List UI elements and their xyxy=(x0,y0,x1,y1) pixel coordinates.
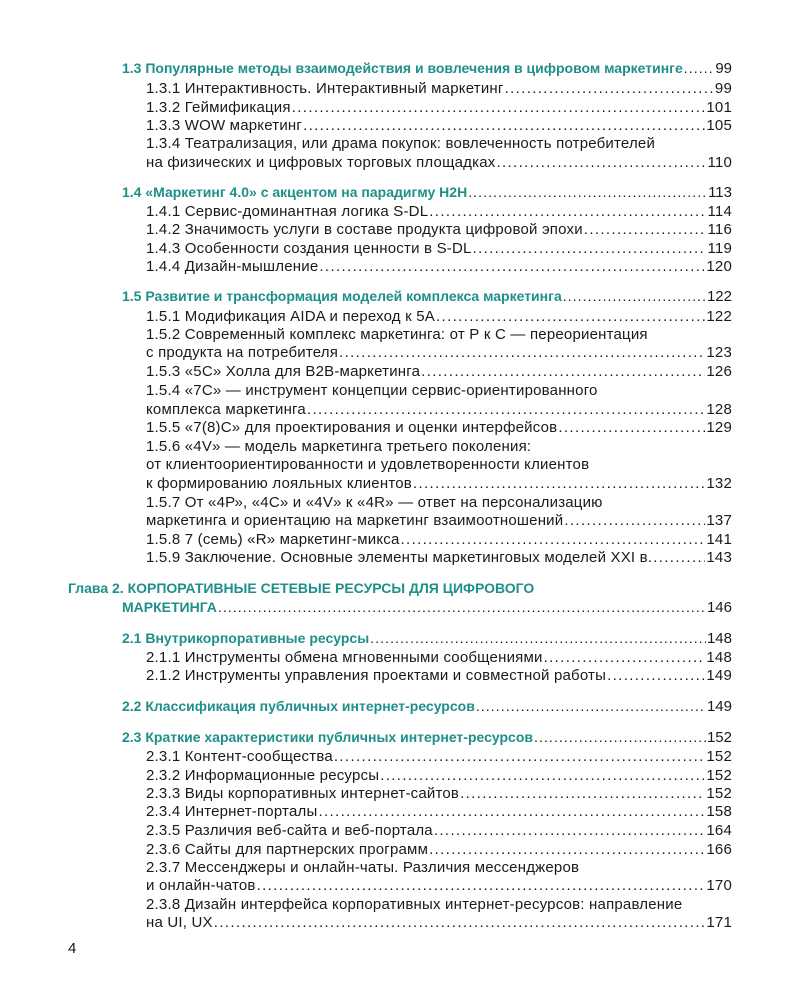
toc-title: с продукта на потребителя xyxy=(146,344,339,361)
toc-section xyxy=(122,60,732,77)
toc-entry xyxy=(146,154,732,171)
toc-entry xyxy=(146,80,732,97)
toc-entry xyxy=(146,822,732,839)
toc-title: 1.5.1 Модификация AIDA и переход к 5А xyxy=(146,308,436,325)
toc-section xyxy=(122,729,732,746)
dot-leader xyxy=(653,549,705,566)
toc-page-number: 129 xyxy=(706,419,732,436)
toc-page-number: 152 xyxy=(706,748,732,765)
dot-leader xyxy=(429,841,705,858)
toc-entry xyxy=(146,203,732,220)
dot-leader xyxy=(303,117,705,134)
toc-page-number: 122 xyxy=(706,288,732,305)
dot-leader xyxy=(684,60,715,76)
dot-leader xyxy=(436,308,705,325)
dot-leader xyxy=(468,184,707,200)
toc-entry xyxy=(146,258,732,275)
toc-page-number: 152 xyxy=(706,785,732,802)
toc-page-number: 143 xyxy=(706,549,732,566)
toc-title: 2.3.2 Информационные ресурсы xyxy=(146,767,380,784)
toc-title: 1.3.4 Театрализация, или драма покупок: вовлеченность потребителей xyxy=(146,135,656,152)
toc-page-number: 141 xyxy=(706,531,732,548)
dot-leader xyxy=(473,240,707,257)
toc-title: комплекса маркетинга xyxy=(146,401,306,418)
toc-title: 2.3.7 Мессенджеры и онлайн-чаты. Различия мессенджеров xyxy=(146,859,580,876)
toc-entry xyxy=(146,512,732,529)
toc-title: 2.1.1 Инструменты обмена мгновенными сообщениями xyxy=(146,649,543,666)
toc-page-number: 146 xyxy=(706,599,732,616)
dot-leader xyxy=(318,803,705,820)
toc-title: 2.1 Внутрикорпоративные ресурсы xyxy=(122,630,370,646)
toc-page-number: 99 xyxy=(715,60,732,77)
toc-page-number: 148 xyxy=(706,630,732,647)
toc-entry xyxy=(146,531,732,548)
toc-title: 1.5.4 «7С» — инструмент концепции сервис-ориентированного xyxy=(146,382,598,399)
toc-title: и онлайн-чатов xyxy=(146,877,256,894)
dot-leader xyxy=(401,531,706,548)
dot-leader xyxy=(214,914,706,931)
dot-leader xyxy=(292,99,706,116)
dot-leader xyxy=(496,154,706,171)
toc-page-number: 123 xyxy=(706,344,732,361)
toc-page-number: 158 xyxy=(706,803,732,820)
toc-entry xyxy=(146,308,732,325)
toc-entry xyxy=(146,240,732,257)
toc-page-number: 164 xyxy=(706,822,732,839)
toc-page-number: 99 xyxy=(714,80,732,97)
dot-leader xyxy=(544,649,706,666)
toc-title: 2.3 Краткие характеристики публичных интернет-ресурсов xyxy=(122,729,533,745)
page-number: 4 xyxy=(68,940,77,957)
toc-page-number: 148 xyxy=(706,649,732,666)
toc-page-number: 113 xyxy=(708,184,732,201)
toc-title: 2.3.3 Виды корпоративных интернет-сайтов xyxy=(146,785,460,802)
toc-entry xyxy=(146,494,732,511)
toc-page-number: 128 xyxy=(706,401,732,418)
toc-entry xyxy=(146,221,732,238)
dot-leader xyxy=(607,667,705,684)
toc-title: 1.5.6 «4V» — модель маркетинга третьего поколения: xyxy=(146,438,532,455)
toc-entry xyxy=(146,785,732,802)
toc-title: 1.5.8 7 (семь) «R» маркетинг-микса xyxy=(146,531,400,548)
dot-leader xyxy=(380,767,705,784)
toc-page-number: 114 xyxy=(707,203,732,220)
dot-leader xyxy=(558,419,705,436)
toc-entry xyxy=(146,667,732,684)
toc-title: 1.3.1 Интерактивность. Интерактивный маркетинг xyxy=(146,80,504,97)
toc-title: 2.1.2 Инструменты управления проектами и совместной работы xyxy=(146,667,607,684)
toc-title: 1.4.3 Особенности создания ценности в S-DL xyxy=(146,240,472,257)
toc-title: МАРКЕТИНГА xyxy=(122,599,217,615)
toc-title: 1.4 «Маркетинг 4.0» с акцентом на парадигму H2H xyxy=(122,184,468,200)
toc-title: 1.3.3 WOW маркетинг xyxy=(146,117,303,134)
dot-leader xyxy=(564,512,705,529)
dot-leader xyxy=(429,203,706,220)
toc-entry xyxy=(146,803,732,820)
toc-entry xyxy=(146,438,732,455)
toc-section xyxy=(122,184,732,201)
toc-title: 1.5.5 «7(8)С» для проектирования и оценки интерфейсов xyxy=(146,419,558,436)
toc-entry xyxy=(146,419,732,436)
toc-entry xyxy=(146,549,732,566)
toc-title: 1.3.2 Геймификация xyxy=(146,99,291,116)
toc-section xyxy=(122,698,732,715)
toc-page-number: 126 xyxy=(706,363,732,380)
toc-entry xyxy=(146,748,732,765)
toc-page-number: 149 xyxy=(706,667,732,684)
toc-page-number: 120 xyxy=(706,258,732,275)
toc-title: 1.5.2 Современный комплекс маркетинга: от Р к С — переориентация xyxy=(146,326,648,343)
dot-leader xyxy=(218,599,706,615)
toc-page-number: 101 xyxy=(706,99,732,116)
dot-leader xyxy=(307,401,705,418)
toc-page-number: 116 xyxy=(707,221,732,238)
toc-page-number: 110 xyxy=(707,154,732,171)
toc-page-number: 152 xyxy=(706,767,732,784)
toc-entry xyxy=(146,99,732,116)
toc-page-number: 122 xyxy=(706,308,732,325)
dot-leader xyxy=(319,258,705,275)
toc-title: на физических и цифровых торговых площадках xyxy=(146,154,496,171)
toc-page-number: 119 xyxy=(707,240,732,257)
toc-entry xyxy=(146,135,732,152)
toc-title: 1.4.1 Сервис-доминантная логика S-DL xyxy=(146,203,429,220)
toc-entry xyxy=(146,475,732,492)
toc-entry xyxy=(146,841,732,858)
toc-chapter xyxy=(122,599,732,616)
toc-title: маркетинга и ориентацию на маркетинг взаимоотношений xyxy=(146,512,564,529)
dot-leader xyxy=(421,363,705,380)
toc-chapter xyxy=(68,580,732,596)
toc-section xyxy=(122,630,732,647)
toc-entry xyxy=(146,382,732,399)
dot-leader xyxy=(534,729,706,745)
toc-page-number: 171 xyxy=(706,914,732,931)
toc-title: на UI, UX xyxy=(146,914,213,931)
toc-page-number: 105 xyxy=(706,117,732,134)
toc-entry xyxy=(146,326,732,343)
toc-title: 1.5.9 Заключение. Основные элементы маркетинговых моделей XXI в. xyxy=(146,549,653,566)
toc-entry xyxy=(146,456,732,473)
toc-page-number: 132 xyxy=(706,475,732,492)
toc-title: 1.3 Популярные методы взаимодействия и вовлечения в цифровом маркетинге xyxy=(122,60,683,76)
dot-leader xyxy=(339,344,705,361)
dot-leader xyxy=(413,475,705,492)
toc-page-number: 170 xyxy=(706,877,732,894)
toc-entry xyxy=(146,344,732,361)
dot-leader xyxy=(257,877,706,894)
dot-leader xyxy=(334,748,706,765)
toc-page-number: 166 xyxy=(706,841,732,858)
toc-title: 2.3.5 Различия веб-сайта и веб-портала xyxy=(146,822,433,839)
toc-entry xyxy=(146,896,732,913)
toc-entry xyxy=(146,363,732,380)
toc-entry xyxy=(146,859,732,876)
toc-title: 2.2 Классификация публичных интернет-ресурсов xyxy=(122,698,475,714)
toc-page-number: 152 xyxy=(706,729,732,746)
toc-entry xyxy=(146,117,732,134)
dot-leader xyxy=(584,221,707,238)
toc-title: Глава 2. КОРПОРАТИВНЫЕ СЕТЕВЫЕ РЕСУРСЫ ДЛЯ ЦИФРОВОГО xyxy=(68,580,535,596)
toc-title: 1.4.2 Значимость услуги в составе продукта цифровой эпохи xyxy=(146,221,583,238)
dot-leader xyxy=(370,630,706,646)
dot-leader xyxy=(476,698,706,714)
toc-entry xyxy=(146,877,732,894)
toc-title: к формированию лояльных клиентов xyxy=(146,475,412,492)
toc-title: 1.5 Развитие и трансформация моделей комплекса маркетинга xyxy=(122,288,562,304)
toc-title: 1.4.4 Дизайн-мышление xyxy=(146,258,319,275)
toc-entry xyxy=(146,914,732,931)
toc-entry xyxy=(146,767,732,784)
toc-title: 2.3.4 Интернет-порталы xyxy=(146,803,318,820)
toc-title: 1.5.7 От «4Р», «4С» и «4V» к «4R» — ответ на персонализацию xyxy=(146,494,603,511)
toc-title: 2.3.1 Контент-сообщества xyxy=(146,748,333,765)
dot-leader xyxy=(434,822,706,839)
toc-entry xyxy=(146,401,732,418)
dot-leader xyxy=(563,288,706,304)
toc-title: 2.3.6 Сайты для партнерских программ xyxy=(146,841,429,858)
dot-leader xyxy=(460,785,705,802)
toc-entry xyxy=(146,649,732,666)
toc-title: 2.3.8 Дизайн интерфейса корпоративных интернет-ресурсов: направление xyxy=(146,896,683,913)
toc-section xyxy=(122,288,732,305)
dot-leader xyxy=(505,80,714,97)
toc-title: 1.5.3 «5С» Холла для B2B-маркетинга xyxy=(146,363,421,380)
toc-page-number: 137 xyxy=(706,512,732,529)
toc-page-number: 149 xyxy=(706,698,732,715)
toc-title: от клиентоориентированности и удовлетворенности клиентов xyxy=(146,456,590,473)
